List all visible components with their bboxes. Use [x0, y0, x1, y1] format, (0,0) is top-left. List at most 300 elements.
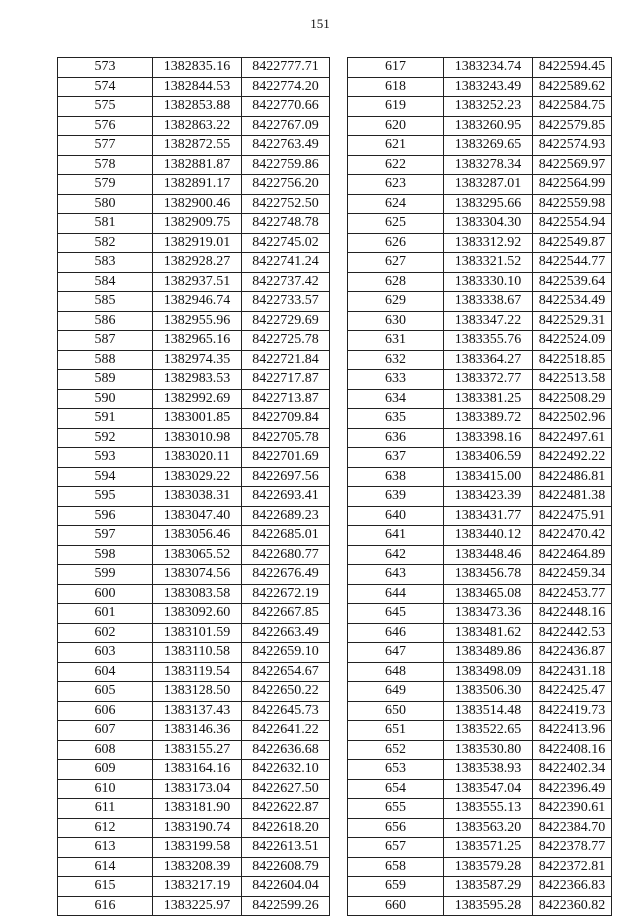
y-coordinate-cell: 8422721.84: [242, 350, 330, 370]
table-row: [58, 604, 330, 624]
table-row: [348, 740, 612, 760]
table-row: [348, 896, 612, 916]
x-coordinate-cell: 1383047.40: [153, 506, 242, 526]
x-coordinate-cell: 1383563.20: [444, 818, 533, 838]
x-coordinate-cell: 1383092.60: [153, 604, 242, 624]
y-coordinate-cell: 8422618.20: [242, 818, 330, 838]
x-coordinate-cell: 1383448.46: [444, 545, 533, 565]
y-coordinate-cell: 8422713.87: [242, 389, 330, 409]
y-coordinate-cell: 8422627.50: [242, 779, 330, 799]
y-coordinate-cell: 8422549.87: [533, 233, 612, 253]
y-coordinate-cell: 8422554.94: [533, 214, 612, 234]
y-coordinate-cell: 8422763.49: [242, 136, 330, 156]
table-row: [58, 175, 330, 195]
x-coordinate-cell: 1382946.74: [153, 292, 242, 312]
y-coordinate-cell: 8422513.58: [533, 370, 612, 390]
point-number-cell: 602: [58, 623, 153, 643]
table-row: [58, 740, 330, 760]
x-coordinate-cell: 1383020.11: [153, 448, 242, 468]
table-row: [58, 467, 330, 487]
point-number-cell: 618: [348, 77, 444, 97]
x-coordinate-cell: 1383029.22: [153, 467, 242, 487]
y-coordinate-cell: 8422384.70: [533, 818, 612, 838]
y-coordinate-cell: 8422774.20: [242, 77, 330, 97]
point-number-cell: 647: [348, 643, 444, 663]
y-coordinate-cell: 8422442.53: [533, 623, 612, 643]
y-coordinate-cell: 8422402.34: [533, 760, 612, 780]
y-coordinate-cell: 8422475.91: [533, 506, 612, 526]
point-number-cell: 595: [58, 487, 153, 507]
table-row: [348, 58, 612, 78]
point-number-cell: 623: [348, 175, 444, 195]
y-coordinate-cell: 8422654.67: [242, 662, 330, 682]
point-number-cell: 573: [58, 58, 153, 78]
y-coordinate-cell: 8422693.41: [242, 487, 330, 507]
point-number-cell: 619: [348, 97, 444, 117]
y-coordinate-cell: 8422667.85: [242, 604, 330, 624]
table-row: [348, 467, 612, 487]
x-coordinate-cell: 1383001.85: [153, 409, 242, 429]
x-coordinate-cell: 1383252.23: [444, 97, 533, 117]
x-coordinate-cell: 1383514.48: [444, 701, 533, 721]
x-coordinate-cell: 1383269.65: [444, 136, 533, 156]
x-coordinate-cell: 1383381.25: [444, 389, 533, 409]
table-row: [58, 370, 330, 390]
point-number-cell: 635: [348, 409, 444, 429]
table-row: [58, 253, 330, 273]
x-coordinate-cell: 1383083.58: [153, 584, 242, 604]
y-coordinate-cell: 8422436.87: [533, 643, 612, 663]
point-number-cell: 643: [348, 565, 444, 585]
table-row: [58, 643, 330, 663]
point-number-cell: 625: [348, 214, 444, 234]
y-coordinate-cell: 8422408.16: [533, 740, 612, 760]
point-number-cell: 645: [348, 604, 444, 624]
point-number-cell: 588: [58, 350, 153, 370]
y-coordinate-cell: 8422641.22: [242, 721, 330, 741]
y-coordinate-cell: 8422559.98: [533, 194, 612, 214]
x-coordinate-cell: 1382853.88: [153, 97, 242, 117]
y-coordinate-cell: 8422360.82: [533, 896, 612, 916]
x-coordinate-cell: 1383389.72: [444, 409, 533, 429]
y-coordinate-cell: 8422697.56: [242, 467, 330, 487]
x-coordinate-cell: 1383547.04: [444, 779, 533, 799]
point-number-cell: 604: [58, 662, 153, 682]
table-row: [58, 311, 330, 331]
point-number-cell: 628: [348, 272, 444, 292]
table-row: [58, 565, 330, 585]
x-coordinate-cell: 1383110.58: [153, 643, 242, 663]
x-coordinate-cell: 1383415.00: [444, 467, 533, 487]
table-row: [348, 857, 612, 877]
x-coordinate-cell: 1383190.74: [153, 818, 242, 838]
point-number-cell: 601: [58, 604, 153, 624]
y-coordinate-cell: 8422759.86: [242, 155, 330, 175]
y-coordinate-cell: 8422636.68: [242, 740, 330, 760]
table-row: [58, 662, 330, 682]
point-number-cell: 600: [58, 584, 153, 604]
x-coordinate-cell: 1383217.19: [153, 877, 242, 897]
y-coordinate-cell: 8422705.78: [242, 428, 330, 448]
table-row: [58, 896, 330, 916]
point-number-cell: 630: [348, 311, 444, 331]
x-coordinate-cell: 1383056.46: [153, 526, 242, 546]
x-coordinate-cell: 1383406.59: [444, 448, 533, 468]
y-coordinate-cell: 8422756.20: [242, 175, 330, 195]
x-coordinate-cell: 1383506.30: [444, 682, 533, 702]
point-number-cell: 638: [348, 467, 444, 487]
y-coordinate-cell: 8422481.38: [533, 487, 612, 507]
point-number-cell: 656: [348, 818, 444, 838]
x-coordinate-cell: 1383101.59: [153, 623, 242, 643]
table-row: [348, 370, 612, 390]
table-row: [58, 857, 330, 877]
point-number-cell: 611: [58, 799, 153, 819]
x-coordinate-cell: 1383181.90: [153, 799, 242, 819]
table-row: [348, 799, 612, 819]
x-coordinate-cell: 1383321.52: [444, 253, 533, 273]
table-row: [348, 565, 612, 585]
y-coordinate-cell: 8422524.09: [533, 331, 612, 351]
y-coordinate-cell: 8422599.26: [242, 896, 330, 916]
y-coordinate-cell: 8422604.04: [242, 877, 330, 897]
y-coordinate-cell: 8422459.34: [533, 565, 612, 585]
y-coordinate-cell: 8422663.49: [242, 623, 330, 643]
table-row: [348, 448, 612, 468]
x-coordinate-cell: 1383372.77: [444, 370, 533, 390]
y-coordinate-cell: 8422622.87: [242, 799, 330, 819]
x-coordinate-cell: 1382974.35: [153, 350, 242, 370]
table-row: [348, 350, 612, 370]
table-row: [348, 77, 612, 97]
x-coordinate-cell: 1382881.87: [153, 155, 242, 175]
table-row: [348, 526, 612, 546]
point-number-cell: 614: [58, 857, 153, 877]
y-coordinate-cell: 8422645.73: [242, 701, 330, 721]
point-number-cell: 579: [58, 175, 153, 195]
x-coordinate-cell: 1383473.36: [444, 604, 533, 624]
y-coordinate-cell: 8422518.85: [533, 350, 612, 370]
page-number: 151: [310, 16, 330, 31]
y-coordinate-cell: 8422709.84: [242, 409, 330, 429]
table-row: [58, 799, 330, 819]
x-coordinate-cell: 1383287.01: [444, 175, 533, 195]
point-number-cell: 626: [348, 233, 444, 253]
x-coordinate-cell: 1383260.95: [444, 116, 533, 136]
point-number-cell: 632: [348, 350, 444, 370]
table-row: [348, 877, 612, 897]
point-number-cell: 616: [58, 896, 153, 916]
x-coordinate-cell: 1383234.74: [444, 58, 533, 78]
y-coordinate-cell: 8422685.01: [242, 526, 330, 546]
point-number-cell: 580: [58, 194, 153, 214]
y-coordinate-cell: 8422539.64: [533, 272, 612, 292]
x-coordinate-cell: 1383338.67: [444, 292, 533, 312]
point-number-cell: 646: [348, 623, 444, 643]
table-row: [58, 350, 330, 370]
x-coordinate-cell: 1383312.92: [444, 233, 533, 253]
y-coordinate-cell: 8422497.61: [533, 428, 612, 448]
point-number-cell: 648: [348, 662, 444, 682]
table-row: [348, 779, 612, 799]
table-row: [348, 428, 612, 448]
y-coordinate-cell: 8422448.16: [533, 604, 612, 624]
table-row: [348, 253, 612, 273]
y-coordinate-cell: 8422574.93: [533, 136, 612, 156]
x-coordinate-cell: 1383330.10: [444, 272, 533, 292]
y-coordinate-cell: 8422748.78: [242, 214, 330, 234]
point-number-cell: 658: [348, 857, 444, 877]
y-coordinate-cell: 8422390.61: [533, 799, 612, 819]
table-row: [58, 506, 330, 526]
point-number-cell: 605: [58, 682, 153, 702]
y-coordinate-cell: 8422589.62: [533, 77, 612, 97]
y-coordinate-cell: 8422396.49: [533, 779, 612, 799]
x-coordinate-cell: 1383243.49: [444, 77, 533, 97]
x-coordinate-cell: 1383440.12: [444, 526, 533, 546]
x-coordinate-cell: 1382909.75: [153, 214, 242, 234]
point-number-cell: 639: [348, 487, 444, 507]
y-coordinate-cell: 8422378.77: [533, 838, 612, 858]
table-row: [348, 272, 612, 292]
point-number-cell: 652: [348, 740, 444, 760]
table-row: [348, 409, 612, 429]
table-row: [58, 623, 330, 643]
point-number-cell: 612: [58, 818, 153, 838]
y-coordinate-cell: 8422486.81: [533, 467, 612, 487]
x-coordinate-cell: 1383010.98: [153, 428, 242, 448]
point-number-cell: 650: [348, 701, 444, 721]
x-coordinate-cell: 1383208.39: [153, 857, 242, 877]
y-coordinate-cell: 8422579.85: [533, 116, 612, 136]
point-number-cell: 634: [348, 389, 444, 409]
table-row: [58, 155, 330, 175]
x-coordinate-cell: 1383587.29: [444, 877, 533, 897]
y-coordinate-cell: 8422608.79: [242, 857, 330, 877]
table-row: [348, 194, 612, 214]
table-row: [348, 584, 612, 604]
point-number-cell: 627: [348, 253, 444, 273]
point-number-cell: 578: [58, 155, 153, 175]
point-number-cell: 606: [58, 701, 153, 721]
table-row: [58, 233, 330, 253]
table-row: [348, 506, 612, 526]
x-coordinate-cell: 1383225.97: [153, 896, 242, 916]
table-row: [348, 545, 612, 565]
x-coordinate-cell: 1383571.25: [444, 838, 533, 858]
point-number-cell: 624: [348, 194, 444, 214]
point-number-cell: 583: [58, 253, 153, 273]
x-coordinate-cell: 1382891.17: [153, 175, 242, 195]
table-row: [58, 214, 330, 234]
y-coordinate-cell: 8422733.57: [242, 292, 330, 312]
y-coordinate-cell: 8422676.49: [242, 565, 330, 585]
point-number-cell: 655: [348, 799, 444, 819]
x-coordinate-cell: 1383498.09: [444, 662, 533, 682]
table-row: [58, 116, 330, 136]
y-coordinate-cell: 8422725.78: [242, 331, 330, 351]
y-coordinate-cell: 8422770.66: [242, 97, 330, 117]
x-coordinate-cell: 1383423.39: [444, 487, 533, 507]
point-number-cell: 651: [348, 721, 444, 741]
y-coordinate-cell: 8422372.81: [533, 857, 612, 877]
table-row: [58, 292, 330, 312]
y-coordinate-cell: 8422767.09: [242, 116, 330, 136]
point-number-cell: 608: [58, 740, 153, 760]
y-coordinate-cell: 8422752.50: [242, 194, 330, 214]
table-row: [58, 721, 330, 741]
x-coordinate-cell: 1382835.16: [153, 58, 242, 78]
table-row: [348, 818, 612, 838]
table-row: [58, 331, 330, 351]
x-coordinate-cell: 1382983.53: [153, 370, 242, 390]
point-number-cell: 576: [58, 116, 153, 136]
table-row: [58, 701, 330, 721]
table-row: [348, 643, 612, 663]
point-number-cell: 642: [348, 545, 444, 565]
y-coordinate-cell: 8422741.24: [242, 253, 330, 273]
table-row: [58, 428, 330, 448]
table-row: [58, 272, 330, 292]
table-row: [58, 389, 330, 409]
y-coordinate-cell: 8422464.89: [533, 545, 612, 565]
point-number-cell: 660: [348, 896, 444, 916]
y-coordinate-cell: 8422569.97: [533, 155, 612, 175]
y-coordinate-cell: 8422777.71: [242, 58, 330, 78]
point-number-cell: 596: [58, 506, 153, 526]
point-number-cell: 598: [58, 545, 153, 565]
point-number-cell: 637: [348, 448, 444, 468]
y-coordinate-cell: 8422632.10: [242, 760, 330, 780]
point-number-cell: 597: [58, 526, 153, 546]
point-number-cell: 633: [348, 370, 444, 390]
point-number-cell: 591: [58, 409, 153, 429]
table-row: [58, 97, 330, 117]
point-number-cell: 629: [348, 292, 444, 312]
x-coordinate-cell: 1383489.86: [444, 643, 533, 663]
point-number-cell: 617: [348, 58, 444, 78]
x-coordinate-cell: 1383398.16: [444, 428, 533, 448]
point-number-cell: 641: [348, 526, 444, 546]
table-row: [348, 623, 612, 643]
point-number-cell: 593: [58, 448, 153, 468]
point-number-cell: 582: [58, 233, 153, 253]
y-coordinate-cell: 8422650.22: [242, 682, 330, 702]
table-row: [58, 760, 330, 780]
x-coordinate-cell: 1383119.54: [153, 662, 242, 682]
y-coordinate-cell: 8422689.23: [242, 506, 330, 526]
table-row: [58, 77, 330, 97]
point-number-cell: 603: [58, 643, 153, 663]
x-coordinate-cell: 1383579.28: [444, 857, 533, 877]
x-coordinate-cell: 1383164.16: [153, 760, 242, 780]
table-row: [58, 448, 330, 468]
point-number-cell: 649: [348, 682, 444, 702]
point-number-cell: 587: [58, 331, 153, 351]
x-coordinate-cell: 1383481.62: [444, 623, 533, 643]
x-coordinate-cell: 1383355.76: [444, 331, 533, 351]
point-number-cell: 577: [58, 136, 153, 156]
table-row: [348, 155, 612, 175]
table-row: [58, 838, 330, 858]
table-row: [348, 760, 612, 780]
point-number-cell: 653: [348, 760, 444, 780]
table-row: [348, 97, 612, 117]
point-number-cell: 613: [58, 838, 153, 858]
point-number-cell: 581: [58, 214, 153, 234]
table-row: [58, 779, 330, 799]
y-coordinate-cell: 8422544.77: [533, 253, 612, 273]
y-coordinate-cell: 8422413.96: [533, 721, 612, 741]
x-coordinate-cell: 1383173.04: [153, 779, 242, 799]
y-coordinate-cell: 8422564.99: [533, 175, 612, 195]
table-row: [348, 292, 612, 312]
point-number-cell: 609: [58, 760, 153, 780]
table-row: [58, 877, 330, 897]
y-coordinate-cell: 8422453.77: [533, 584, 612, 604]
y-coordinate-cell: 8422737.42: [242, 272, 330, 292]
point-number-cell: 622: [348, 155, 444, 175]
y-coordinate-cell: 8422419.73: [533, 701, 612, 721]
x-coordinate-cell: 1383199.58: [153, 838, 242, 858]
table-row: [348, 701, 612, 721]
table-row: [348, 682, 612, 702]
x-coordinate-cell: 1383278.34: [444, 155, 533, 175]
table-row: [58, 58, 330, 78]
y-coordinate-cell: 8422425.47: [533, 682, 612, 702]
x-coordinate-cell: 1382872.55: [153, 136, 242, 156]
x-coordinate-cell: 1383530.80: [444, 740, 533, 760]
x-coordinate-cell: 1383364.27: [444, 350, 533, 370]
y-coordinate-cell: 8422529.31: [533, 311, 612, 331]
x-coordinate-cell: 1383295.66: [444, 194, 533, 214]
y-coordinate-cell: 8422613.51: [242, 838, 330, 858]
table-row: [348, 487, 612, 507]
point-number-cell: 654: [348, 779, 444, 799]
x-coordinate-cell: 1382965.16: [153, 331, 242, 351]
table-row: [348, 175, 612, 195]
point-number-cell: 657: [348, 838, 444, 858]
x-coordinate-cell: 1383074.56: [153, 565, 242, 585]
x-coordinate-cell: 1383522.65: [444, 721, 533, 741]
y-coordinate-cell: 8422470.42: [533, 526, 612, 546]
table-row: [348, 331, 612, 351]
point-number-cell: 636: [348, 428, 444, 448]
y-coordinate-cell: 8422584.75: [533, 97, 612, 117]
x-coordinate-cell: 1383128.50: [153, 682, 242, 702]
point-number-cell: 575: [58, 97, 153, 117]
x-coordinate-cell: 1383595.28: [444, 896, 533, 916]
table-row: [348, 389, 612, 409]
x-coordinate-cell: 1383456.78: [444, 565, 533, 585]
table-row: [58, 526, 330, 546]
point-number-cell: 631: [348, 331, 444, 351]
point-number-cell: 589: [58, 370, 153, 390]
point-number-cell: 640: [348, 506, 444, 526]
coordinates-table-right: [347, 57, 612, 916]
point-number-cell: 615: [58, 877, 153, 897]
table-row: [58, 682, 330, 702]
y-coordinate-cell: 8422680.77: [242, 545, 330, 565]
y-coordinate-cell: 8422508.29: [533, 389, 612, 409]
point-number-cell: 594: [58, 467, 153, 487]
table-row: [58, 487, 330, 507]
y-coordinate-cell: 8422729.69: [242, 311, 330, 331]
table-row: [348, 838, 612, 858]
point-number-cell: 585: [58, 292, 153, 312]
y-coordinate-cell: 8422745.02: [242, 233, 330, 253]
table-row: [58, 194, 330, 214]
